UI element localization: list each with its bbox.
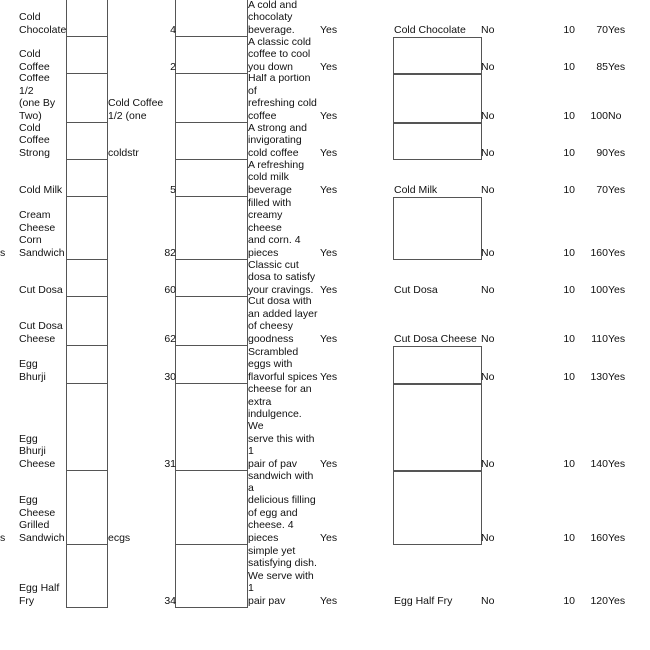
cell-name: Cold Coffee Strong — [19, 123, 50, 159]
cell-avail: Yes — [608, 146, 626, 159]
cell-veg: Yes — [320, 109, 338, 122]
cell-veg: Yes — [320, 531, 338, 544]
cell-variant — [394, 346, 480, 383]
cell-desc: simple yet satisfying dish. We serve with 1 pair pav — [248, 545, 317, 607]
cell-avail: Yes — [608, 531, 626, 544]
cell-variant — [394, 471, 480, 544]
cell-flag: No — [481, 594, 495, 607]
cell-code — [108, 471, 176, 544]
cell-desc: filled with creamy cheese and corn. 4 pieces — [248, 197, 301, 259]
cell-variant — [394, 74, 480, 122]
cell-code: 34 — [164, 594, 176, 607]
cell-lead — [0, 260, 16, 296]
empty-cell-box-a[interactable] — [66, 260, 108, 297]
cell-name: Egg Cheese Grilled Sandwich — [19, 494, 65, 544]
empty-cell-box-a[interactable] — [66, 297, 108, 346]
cell-lead — [0, 384, 16, 470]
cell-qty: 10 — [563, 246, 575, 259]
cell-qty: 10 — [563, 23, 575, 36]
cell-veg: Yes — [320, 457, 338, 470]
cell-name: Cold Milk — [19, 183, 63, 196]
cell-lead — [0, 160, 16, 196]
cell-flag: No — [481, 183, 495, 196]
cell-avail: Yes — [608, 23, 626, 36]
cell-flag: No — [481, 531, 495, 544]
cell-flag: No — [481, 457, 495, 470]
cell-name: Cut Dosa — [19, 283, 63, 296]
cell-veg: Yes — [320, 60, 338, 73]
cell-lead — [0, 74, 16, 122]
cell-variant: Cold Milk — [394, 183, 438, 196]
cell-qty: 10 — [563, 332, 575, 345]
cell-code: 60 — [164, 283, 176, 296]
cell-desc: Scrambled eggs with flavorful spices — [248, 346, 318, 383]
cell-avail: No — [608, 109, 622, 122]
cell-desc: Half a portion of refreshing cold coffee — [248, 74, 317, 122]
cell-name: Cut Dosa Cheese — [19, 320, 63, 345]
cell-price: 160 — [590, 531, 608, 544]
cell-price: 100 — [590, 109, 608, 122]
cell-name: Egg Half Fry — [19, 582, 60, 607]
cell-veg: Yes — [320, 23, 338, 36]
cell-veg: Yes — [320, 183, 338, 196]
cell-price: 130 — [590, 370, 608, 383]
cell-code: 5 — [170, 183, 176, 196]
cell-name: Coffee 1/2 (one By Two) — [19, 74, 56, 122]
cell-qty: 10 — [563, 146, 575, 159]
cell-qty: 10 — [563, 370, 575, 383]
cell-veg: Yes — [320, 146, 338, 159]
cell-flag: No — [481, 146, 495, 159]
empty-cell-box-a[interactable] — [66, 37, 108, 74]
cell-qty: 10 — [563, 283, 575, 296]
cell-avail: Yes — [608, 332, 626, 345]
cell-code: 2 — [170, 60, 176, 73]
cell-price: 70 — [596, 23, 608, 36]
cell-name: Egg Bhurji — [19, 358, 46, 383]
empty-cell-box-b[interactable] — [175, 123, 248, 160]
cell-price: 90 — [596, 146, 608, 159]
cell-desc: Cut dosa with an added layer of cheesy goodness — [248, 297, 318, 345]
cell-name: Cold Chocolate — [19, 11, 66, 36]
cell-avail: Yes — [608, 457, 626, 470]
cell-desc: cheese for an extra indulgence. We serve this with 1 pair of pav — [248, 384, 315, 470]
cell-flag: No — [481, 60, 495, 73]
empty-cell-box-b[interactable] — [175, 545, 248, 608]
cell-code: 30 — [164, 370, 176, 383]
cell-lead — [0, 346, 16, 383]
cell-flag: No — [481, 23, 495, 36]
empty-cell-box-a[interactable] — [66, 123, 108, 160]
cell-lead — [0, 0, 16, 36]
cell-price: 110 — [591, 332, 608, 345]
empty-cell-box-b[interactable] — [175, 160, 248, 197]
cell-flag: No — [481, 246, 495, 259]
cell-veg: Yes — [320, 283, 338, 296]
cell-qty: 10 — [563, 594, 575, 607]
cell-alias: coldstr — [108, 146, 139, 159]
cell-lead — [0, 123, 16, 159]
cell-lead: s — [0, 531, 6, 544]
cell-variant — [394, 123, 480, 159]
cell-price: 85 — [596, 60, 608, 73]
empty-cell-box-a[interactable] — [66, 471, 108, 545]
empty-cell-box-a[interactable] — [66, 346, 108, 384]
cell-avail: Yes — [608, 183, 626, 196]
cell-lead — [0, 297, 16, 345]
empty-cell-box-a[interactable] — [66, 0, 108, 37]
cell-lead — [0, 37, 16, 73]
cell-price: 120 — [590, 594, 608, 607]
cell-price: 100 — [590, 283, 608, 296]
cell-lead — [0, 545, 16, 607]
cell-alias: ecgs — [108, 531, 131, 544]
cell-price: 70 — [596, 183, 608, 196]
cell-code — [108, 74, 176, 122]
empty-cell-box-b[interactable] — [175, 0, 248, 37]
empty-cell-box-a[interactable] — [66, 197, 108, 260]
cell-flag: No — [481, 109, 495, 122]
cell-avail: Yes — [608, 594, 626, 607]
cell-desc: Classic cut dosa to satisfy your cravings. — [248, 260, 316, 296]
cell-variant: Cold Chocolate — [394, 23, 466, 36]
cell-code: 4 — [170, 23, 176, 36]
cell-code: 82 — [164, 246, 176, 259]
cell-variant: Egg Half Fry — [394, 594, 453, 607]
cell-veg: Yes — [320, 332, 338, 345]
cell-name: Cream Cheese Corn Sandwich — [19, 209, 65, 259]
empty-cell-box-a[interactable] — [66, 74, 108, 123]
empty-cell-box-b[interactable] — [175, 37, 248, 74]
cell-veg: Yes — [320, 370, 338, 383]
empty-cell-box-b[interactable] — [175, 260, 248, 297]
cell-veg: Yes — [320, 246, 338, 259]
cell-flag: No — [481, 332, 495, 345]
cell-price: 160 — [590, 246, 608, 259]
cell-name: Cold Coffee — [19, 48, 50, 73]
cell-alias: Cold Coffee 1/2 (one — [108, 97, 164, 122]
cell-variant — [394, 37, 480, 73]
cell-qty: 10 — [563, 109, 575, 122]
cell-desc: A classic cold coffee to cool you down — [248, 37, 312, 73]
empty-cell-box-b[interactable] — [175, 74, 248, 123]
cell-desc: A strong and invigorating cold coffee — [248, 123, 307, 159]
cell-desc: A refreshing cold milk beverage — [248, 160, 305, 196]
cell-price: 140 — [590, 457, 608, 470]
cell-variant — [394, 384, 480, 470]
cell-code: 62 — [164, 332, 176, 345]
empty-cell-box-b[interactable] — [175, 197, 248, 260]
empty-cell-box-a[interactable] — [66, 545, 108, 608]
cell-variant: Cut Dosa — [394, 283, 438, 296]
empty-cell-box-a[interactable] — [66, 160, 108, 197]
cell-code: 31 — [164, 457, 176, 470]
cell-desc: sandwich with a delicious filling of egg and cheese. 4 pieces — [248, 471, 316, 544]
cell-variant: Cut Dosa Cheese — [394, 332, 477, 345]
empty-cell-box-b[interactable] — [175, 471, 248, 545]
empty-cell-box-a[interactable] — [66, 384, 108, 471]
cell-variant — [394, 197, 480, 259]
cell-lead: s — [0, 246, 6, 259]
cell-qty: 10 — [563, 531, 575, 544]
cell-code — [108, 123, 176, 159]
empty-cell-box-b[interactable] — [175, 384, 248, 471]
cell-qty: 10 — [563, 60, 575, 73]
empty-cell-box-b[interactable] — [175, 346, 248, 384]
cell-desc: A cold and chocolaty beverage. — [248, 0, 298, 36]
cell-flag: No — [481, 370, 495, 383]
cell-qty: 10 — [563, 457, 575, 470]
cell-avail: Yes — [608, 60, 626, 73]
cell-avail: Yes — [608, 283, 626, 296]
cell-veg: Yes — [320, 594, 338, 607]
cell-name: Egg Bhurji Cheese — [19, 432, 56, 470]
cell-flag: No — [481, 283, 495, 296]
cell-avail: Yes — [608, 246, 626, 259]
cell-qty: 10 — [563, 183, 575, 196]
empty-cell-box-b[interactable] — [175, 297, 248, 346]
cell-avail: Yes — [608, 370, 626, 383]
